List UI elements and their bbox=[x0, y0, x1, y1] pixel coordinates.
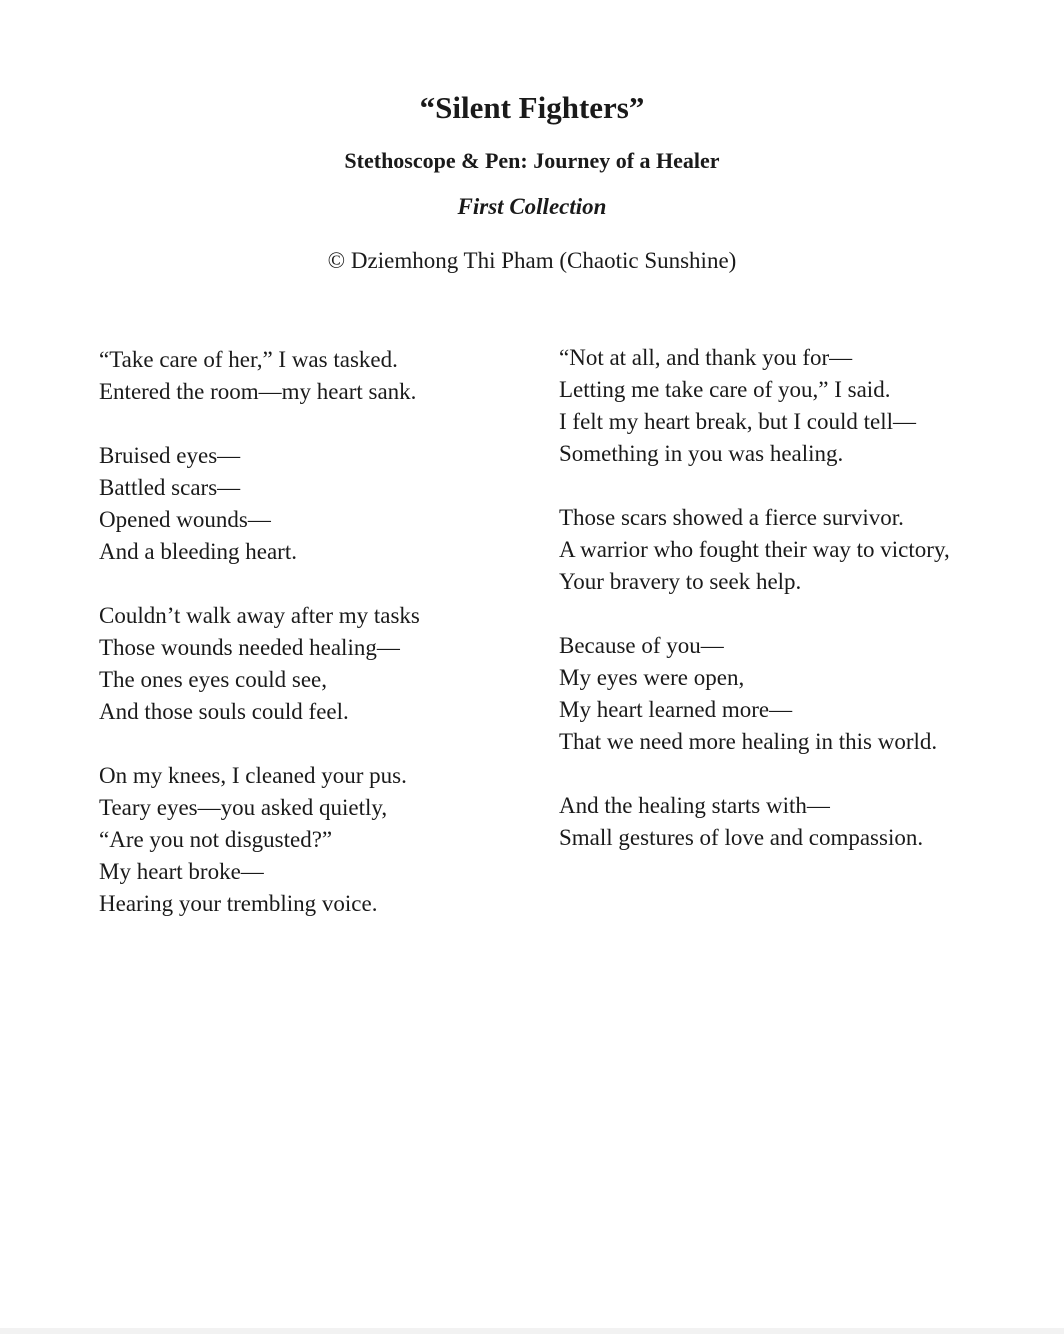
stanza bbox=[559, 502, 1029, 598]
poem-line: Teary eyes—you asked quietly, bbox=[99, 795, 388, 820]
stanza bbox=[99, 344, 539, 408]
stanza bbox=[559, 790, 1029, 854]
copyright-notice: © Dziemhong Thi Pham (Chaotic Sunshine) bbox=[327, 248, 737, 273]
poem-line: Because of you— bbox=[559, 633, 724, 658]
poem-line: Hearing your trembling voice. bbox=[99, 891, 378, 916]
poem-line: Something in you was healing. bbox=[559, 441, 844, 466]
poem-line: My eyes were open, bbox=[559, 665, 745, 690]
poem-line: That we need more healing in this world. bbox=[559, 729, 938, 754]
poem-line: Bruised eyes— bbox=[99, 443, 241, 468]
poem-line: “Take care of her,” I was tasked. bbox=[99, 347, 398, 372]
poem-line: “Are you not disgusted?” bbox=[99, 827, 333, 852]
poem-line: And those souls could feel. bbox=[99, 699, 349, 724]
poem-line: And a bleeding heart. bbox=[99, 539, 297, 564]
poem-line: Your bravery to seek help. bbox=[559, 569, 802, 594]
poem-line: A warrior who fought their way to victory, bbox=[559, 537, 950, 562]
poem-line: Entered the room—my heart sank. bbox=[99, 379, 417, 404]
poem-column-left bbox=[99, 344, 539, 952]
poem-line: Battled scars— bbox=[99, 475, 241, 500]
stanza bbox=[559, 630, 1029, 758]
collection-label: First Collection bbox=[457, 194, 607, 219]
poem-line: Those scars showed a fierce survivor. bbox=[559, 505, 904, 530]
page-bottom-edge bbox=[0, 1328, 1064, 1334]
poem-line: The ones eyes could see, bbox=[99, 667, 328, 692]
poem-line: On my knees, I cleaned your pus. bbox=[99, 763, 407, 788]
poem-line: My heart learned more— bbox=[559, 697, 793, 722]
poem-line: Opened wounds— bbox=[99, 507, 271, 532]
stanza bbox=[99, 760, 539, 920]
poem-line: Those wounds needed healing— bbox=[99, 635, 400, 660]
poem-line: I felt my heart break, but I could tell— bbox=[559, 409, 917, 434]
poem-line: Small gestures of love and compassion. bbox=[559, 825, 924, 850]
poem-line: “Not at all, and thank you for— bbox=[559, 345, 853, 370]
poem-line: Couldn’t walk away after my tasks bbox=[99, 603, 420, 628]
poem-line: And the healing starts with— bbox=[559, 793, 830, 818]
poem-line: Letting me take care of you,” I said. bbox=[559, 377, 891, 402]
stanza bbox=[99, 600, 539, 728]
poem-line: My heart broke— bbox=[99, 859, 264, 884]
book-subtitle: Stethoscope & Pen: Journey of a Healer bbox=[344, 148, 720, 173]
stanza bbox=[99, 440, 539, 568]
poem-title: “Silent Fighters” bbox=[419, 90, 645, 125]
stanza bbox=[559, 342, 1029, 470]
poem-column-right bbox=[559, 342, 1029, 886]
